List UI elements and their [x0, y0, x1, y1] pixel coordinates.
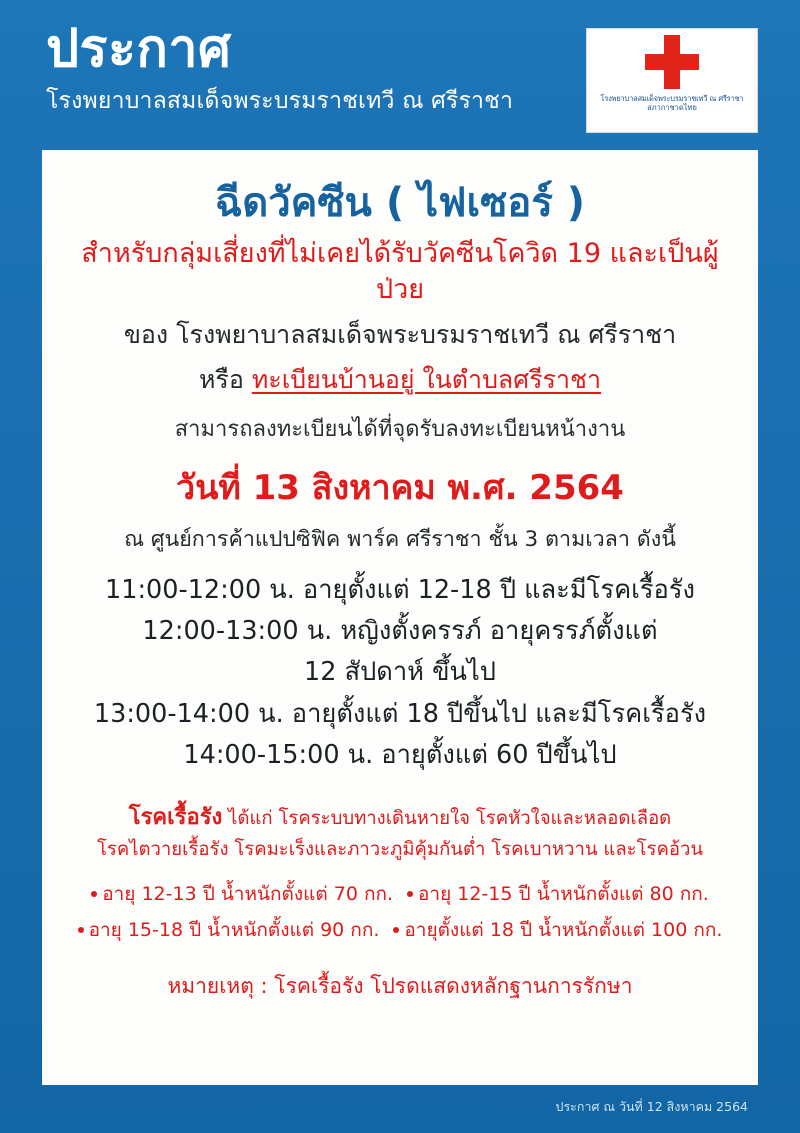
weight-criteria-list	[70, 876, 730, 948]
weight-criteria-text: อายุ 12-15 ปี น้ำหนักตั้งแต่ 80 กก.	[418, 883, 709, 905]
schedule-list	[70, 570, 730, 776]
bullet-dot-icon	[91, 891, 97, 897]
page-title: ประกาศ	[46, 19, 232, 79]
event-venue: ณ ศูนย์การค้าแปปซิฟิค พาร์ค ศรีราชา ชั้น 3 ตามเวลา ดังนี้	[124, 526, 676, 552]
chronic-disease-list-1: ได้แก่ โรคระบบทางเดินหายใจ โรคหัวใจและหลอดเลือด	[222, 808, 672, 830]
schedule-row: 11:00-12:00 น. อายุตั้งแต่ 12-18 ปี และมีโรคเรื้อรัง	[105, 574, 695, 605]
bullet-dot-icon	[407, 891, 413, 897]
schedule-row: 12:00-13:00 น. หญิงตั้งครรภ์ อายุครรภ์ตั้งแต่	[142, 616, 658, 647]
event-date: วันที่ 13 สิงหาคม พ.ศ. 2564	[176, 467, 624, 508]
eligibility-or-prefix: หรือ	[198, 364, 252, 394]
eligibility-residence-highlight: ทะเบียนบ้านอยู่ ในตำบลศรีราชา	[251, 364, 602, 394]
chronic-disease-block	[70, 802, 730, 1003]
eligibility-line-1: สำหรับกลุ่มเสี่ยงที่ไม่เคยได้รับวัคซีนโควิด 19 และเป็นผู้ป่วย	[81, 238, 719, 306]
weight-criteria-row	[70, 876, 730, 912]
schedule-row: 12 สัปดาห์ ขึ้นไป	[304, 657, 496, 688]
schedule-row: 13:00-14:00 น. อายุตั้งแต่ 18 ปีขึ้นไป และมีโรคเรื้อรัง	[93, 698, 707, 729]
registration-note: สามารถลงทะเบียนได้ที่จุดรับลงทะเบียนหน้างาน	[174, 416, 626, 442]
hospital-name: โรงพยาบาลสมเด็จพระบรมราชเทวี ณ ศรีราชา	[46, 87, 514, 114]
chronic-disease-list-2: โรคไตวายเรื้อรัง โรคมะเร็งและภาวะภูมิคุ้มกันต่ำ โรคเบาหวาน และโรคอ้วน	[96, 839, 704, 861]
schedule-row: 14:00-15:00 น. อายุตั้งแต่ 60 ปีขึ้นไป	[183, 740, 617, 771]
logo-text-line1: โรงพยาบาลสมเด็จพระบรมราชเทวี ณ ศรีราชา	[600, 94, 744, 103]
weight-criteria-item	[393, 912, 722, 948]
issue-date-note: ประกาศ ณ วันที่ 12 สิงหาคม 2564	[555, 1099, 748, 1114]
red-cross-icon	[645, 35, 699, 89]
eligibility-line-2: ของ โรงพยาบาลสมเด็จพระบรมราชเทวี ณ ศรีราชา	[123, 319, 677, 349]
bullet-dot-icon	[78, 927, 84, 933]
poster-header	[0, 0, 800, 150]
weight-criteria-text: อายุ 15-18 ปี น้ำหนักตั้งแต่ 90 กก.	[88, 919, 380, 942]
weight-criteria-item	[78, 912, 380, 948]
weight-criteria-text: อายุตั้งแต่ 18 ปี น้ำหนักตั้งแต่ 100 กก.	[404, 919, 723, 942]
weight-criteria-text: อายุ 12-13 ปี น้ำหนักตั้งแต่ 70 กก.	[102, 883, 393, 905]
eligibility-line-3	[70, 362, 730, 397]
weight-criteria-item	[91, 876, 393, 912]
announcement-card	[42, 150, 758, 1085]
chronic-disease-label: โรคเรื้อรัง	[128, 805, 223, 831]
chronic-disease-heading	[70, 802, 730, 834]
logo-text-line2: สภากาชาดไทย	[647, 103, 697, 113]
remark-text: หมายเหตุ : โรคเรื้อรัง โปรดแสดงหลักฐานการรักษา	[167, 974, 633, 999]
vaccine-headline: ฉีดวัคซีน ( ไฟเซอร์ )	[214, 180, 586, 226]
weight-criteria-item	[407, 876, 709, 912]
red-cross-logo	[586, 28, 758, 133]
bullet-dot-icon	[393, 927, 399, 933]
weight-criteria-row	[70, 912, 730, 948]
